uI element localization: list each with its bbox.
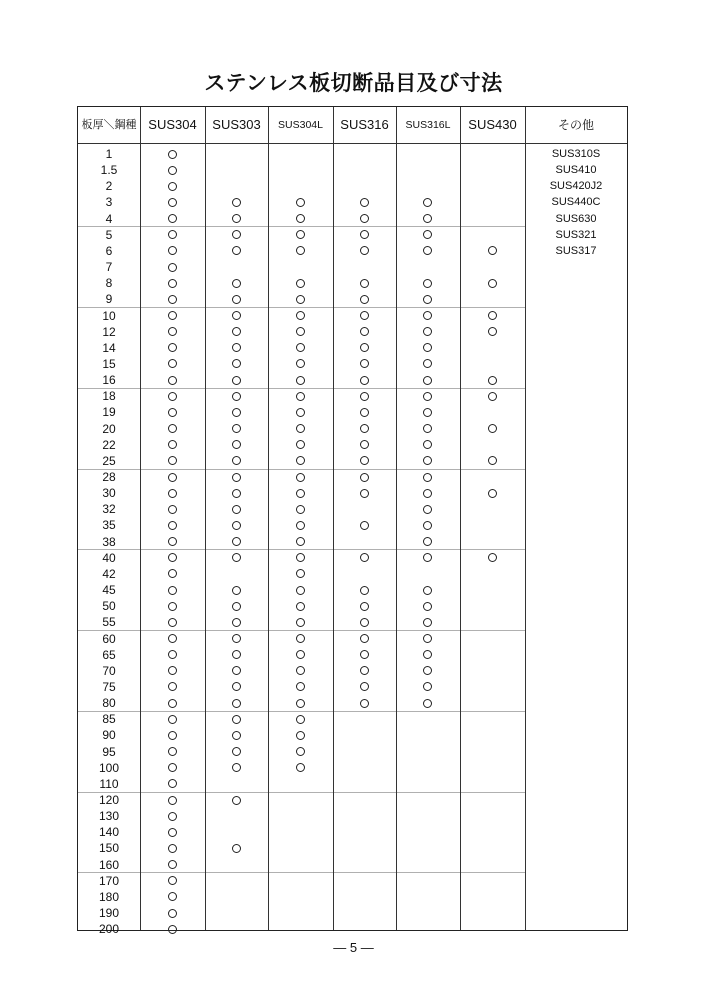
thickness-cell: 28 <box>102 470 116 484</box>
availability-mark <box>296 586 305 595</box>
availability-mark <box>232 731 241 740</box>
availability-mark <box>296 553 305 562</box>
availability-mark <box>232 505 241 514</box>
availability-mark <box>232 359 241 368</box>
thickness-cell: 35 <box>102 518 116 533</box>
availability-mark <box>168 408 177 417</box>
row-group-divider <box>78 872 525 873</box>
availability-mark <box>168 166 177 175</box>
thickness-cell: 32 <box>102 502 116 517</box>
grade-header-sus304: SUS304 <box>148 117 197 132</box>
availability-mark <box>360 359 369 368</box>
availability-mark <box>232 537 241 546</box>
availability-mark <box>232 521 241 530</box>
availability-mark <box>168 376 177 385</box>
availability-mark <box>232 198 241 207</box>
thickness-cell: 200 <box>98 922 120 937</box>
availability-mark <box>296 214 305 223</box>
thickness-cell: 15 <box>102 356 116 371</box>
availability-mark <box>168 424 177 433</box>
availability-mark <box>232 602 241 611</box>
availability-mark <box>168 586 177 595</box>
page-number: — 5 — <box>333 940 374 955</box>
availability-mark <box>488 311 497 320</box>
availability-mark <box>423 424 432 433</box>
availability-mark <box>232 747 241 756</box>
availability-mark <box>168 779 177 788</box>
thickness-cell: 2 <box>105 179 113 194</box>
availability-mark <box>360 699 369 708</box>
thickness-cell: 1.5 <box>100 163 118 178</box>
availability-mark <box>296 763 305 772</box>
availability-mark <box>296 731 305 740</box>
availability-mark <box>423 650 432 659</box>
availability-mark <box>168 602 177 611</box>
availability-mark <box>360 553 369 562</box>
row-group-divider <box>78 469 525 470</box>
header-divider <box>78 143 627 144</box>
availability-mark <box>296 699 305 708</box>
thickness-cell: 19 <box>102 405 116 420</box>
availability-mark <box>296 392 305 401</box>
thickness-cell: 50 <box>102 599 116 614</box>
other-grade-item: SUS420J2 <box>549 180 603 193</box>
availability-mark <box>360 634 369 643</box>
thickness-cell: 100 <box>98 760 120 775</box>
availability-mark <box>168 182 177 191</box>
availability-mark <box>296 537 305 546</box>
availability-mark <box>423 392 432 401</box>
availability-mark <box>423 214 432 223</box>
thickness-cell: 25 <box>102 453 116 468</box>
thickness-cell: 10 <box>102 308 116 323</box>
availability-mark <box>232 715 241 724</box>
availability-mark <box>423 489 432 498</box>
availability-mark <box>232 553 241 562</box>
thickness-cell: 16 <box>102 373 116 388</box>
availability-mark <box>296 505 305 514</box>
availability-mark <box>296 456 305 465</box>
availability-mark <box>232 666 241 675</box>
availability-mark <box>232 279 241 288</box>
availability-mark <box>232 796 241 805</box>
column-divider <box>396 107 397 930</box>
thickness-cell: 95 <box>102 744 116 759</box>
thickness-cell: 18 <box>102 389 116 404</box>
availability-mark <box>423 295 432 304</box>
availability-mark <box>488 489 497 498</box>
availability-mark <box>232 408 241 417</box>
thickness-cell: 70 <box>102 663 116 678</box>
header-other: その他 <box>557 118 594 132</box>
availability-mark <box>168 876 177 885</box>
row-group-divider <box>78 226 525 227</box>
availability-mark <box>168 634 177 643</box>
availability-mark <box>168 553 177 562</box>
availability-mark <box>360 586 369 595</box>
availability-mark <box>296 408 305 417</box>
thickness-cell: 180 <box>98 889 120 904</box>
availability-mark <box>168 473 177 482</box>
thickness-cell: 40 <box>102 550 116 565</box>
thickness-cell: 14 <box>102 340 116 355</box>
availability-mark <box>168 682 177 691</box>
availability-mark <box>360 392 369 401</box>
thickness-cell: 85 <box>102 712 116 727</box>
availability-mark <box>296 682 305 691</box>
thickness-cell: 140 <box>98 825 120 840</box>
grade-thickness-table <box>77 106 628 937</box>
availability-mark <box>232 376 241 385</box>
availability-mark <box>232 295 241 304</box>
availability-mark <box>423 311 432 320</box>
availability-mark <box>232 214 241 223</box>
availability-mark <box>232 763 241 772</box>
availability-mark <box>168 812 177 821</box>
thickness-cell: 160 <box>98 857 120 872</box>
availability-mark <box>296 489 305 498</box>
availability-mark <box>423 343 432 352</box>
availability-mark <box>360 327 369 336</box>
availability-mark <box>168 246 177 255</box>
availability-mark <box>360 666 369 675</box>
availability-mark <box>232 618 241 627</box>
availability-mark <box>488 456 497 465</box>
availability-mark <box>168 311 177 320</box>
row-group-divider <box>78 630 525 631</box>
availability-mark <box>168 214 177 223</box>
availability-mark <box>423 505 432 514</box>
availability-mark <box>168 279 177 288</box>
header-corner: 板厚＼鋼種 <box>81 119 137 131</box>
availability-mark <box>360 602 369 611</box>
availability-mark <box>168 699 177 708</box>
thickness-cell: 1 <box>105 147 113 161</box>
availability-mark <box>360 424 369 433</box>
availability-mark <box>423 456 432 465</box>
thickness-cell: 90 <box>102 728 116 743</box>
availability-mark <box>168 892 177 901</box>
availability-mark <box>296 295 305 304</box>
availability-mark <box>232 699 241 708</box>
availability-mark <box>232 650 241 659</box>
availability-mark <box>423 521 432 530</box>
thickness-cell: 45 <box>102 583 116 598</box>
availability-mark <box>168 521 177 530</box>
availability-mark <box>360 521 369 530</box>
row-group-divider <box>78 307 525 308</box>
row-group-divider <box>78 792 525 793</box>
other-grade-item: SUS440C <box>551 196 601 209</box>
availability-mark <box>360 618 369 627</box>
availability-mark <box>423 682 432 691</box>
availability-mark <box>296 440 305 449</box>
thickness-cell: 190 <box>98 906 120 921</box>
thickness-cell: 60 <box>102 631 116 646</box>
availability-mark <box>423 230 432 239</box>
availability-mark <box>296 715 305 724</box>
availability-mark <box>168 796 177 805</box>
other-grade-item: SUS317 <box>555 244 597 257</box>
availability-mark <box>168 925 177 934</box>
thickness-cell: 3 <box>105 195 113 210</box>
availability-mark <box>488 246 497 255</box>
thickness-cell: 65 <box>102 647 116 662</box>
availability-mark <box>296 569 305 578</box>
availability-mark <box>296 343 305 352</box>
availability-mark <box>168 909 177 918</box>
availability-mark <box>423 586 432 595</box>
availability-mark <box>232 844 241 853</box>
availability-mark <box>168 440 177 449</box>
availability-mark <box>232 489 241 498</box>
thickness-cell: 150 <box>98 841 120 856</box>
availability-mark <box>296 618 305 627</box>
availability-mark <box>232 473 241 482</box>
availability-mark <box>360 214 369 223</box>
availability-mark <box>360 279 369 288</box>
row-group-divider <box>78 388 525 389</box>
thickness-cell: 110 <box>99 776 119 791</box>
availability-mark <box>360 456 369 465</box>
availability-mark <box>296 230 305 239</box>
availability-mark <box>296 650 305 659</box>
row-group-divider <box>78 711 525 712</box>
availability-mark <box>360 246 369 255</box>
availability-mark <box>168 747 177 756</box>
availability-mark <box>360 682 369 691</box>
availability-mark <box>423 279 432 288</box>
availability-mark <box>296 602 305 611</box>
availability-mark <box>360 408 369 417</box>
availability-mark <box>423 618 432 627</box>
availability-mark <box>232 327 241 336</box>
availability-mark <box>423 699 432 708</box>
availability-mark <box>360 295 369 304</box>
thickness-cell: 120 <box>98 793 120 807</box>
thickness-cell: 6 <box>105 243 113 258</box>
availability-mark <box>168 537 177 546</box>
availability-mark <box>360 343 369 352</box>
availability-mark <box>232 440 241 449</box>
availability-mark <box>232 424 241 433</box>
availability-mark <box>296 521 305 530</box>
availability-mark <box>360 311 369 320</box>
availability-mark <box>423 473 432 482</box>
thickness-cell: 55 <box>102 615 116 630</box>
availability-mark <box>360 650 369 659</box>
availability-mark <box>168 150 177 159</box>
availability-mark <box>423 553 432 562</box>
availability-mark <box>360 198 369 207</box>
column-divider <box>140 107 141 930</box>
column-divider <box>460 107 461 930</box>
availability-mark <box>168 327 177 336</box>
thickness-cell: 22 <box>102 437 116 452</box>
availability-mark <box>296 666 305 675</box>
availability-mark <box>488 424 497 433</box>
thickness-cell: 42 <box>102 566 116 581</box>
thickness-cell: 170 <box>98 873 120 888</box>
availability-mark <box>488 376 497 385</box>
grade-header-sus316l: SUS316L <box>405 119 451 131</box>
availability-mark <box>168 489 177 498</box>
availability-mark <box>423 327 432 336</box>
availability-mark <box>360 230 369 239</box>
availability-mark <box>296 359 305 368</box>
availability-mark <box>168 230 177 239</box>
availability-mark <box>168 456 177 465</box>
availability-mark <box>168 359 177 368</box>
availability-mark <box>423 602 432 611</box>
grade-header-sus430: SUS430 <box>468 117 517 132</box>
availability-mark <box>296 634 305 643</box>
thickness-cell: 9 <box>105 292 113 307</box>
thickness-cell: 38 <box>102 534 116 549</box>
availability-mark <box>168 263 177 272</box>
availability-mark <box>168 295 177 304</box>
availability-mark <box>232 343 241 352</box>
row-group-divider <box>78 549 525 550</box>
column-divider <box>268 107 269 930</box>
availability-mark <box>232 392 241 401</box>
availability-mark <box>296 311 305 320</box>
other-grade-item: SUS630 <box>555 212 597 225</box>
availability-mark <box>168 198 177 207</box>
availability-mark <box>296 424 305 433</box>
availability-mark <box>423 408 432 417</box>
column-divider <box>205 107 206 930</box>
availability-mark <box>232 586 241 595</box>
availability-mark <box>296 473 305 482</box>
thickness-cell: 75 <box>102 679 116 694</box>
availability-mark <box>423 359 432 368</box>
availability-mark <box>423 246 432 255</box>
thickness-cell: 12 <box>102 324 116 339</box>
availability-mark <box>360 440 369 449</box>
grade-header-sus303: SUS303 <box>212 117 261 132</box>
thickness-cell: 8 <box>105 276 113 291</box>
thickness-cell: 7 <box>105 260 113 275</box>
availability-mark <box>423 440 432 449</box>
availability-mark <box>232 456 241 465</box>
availability-mark <box>232 246 241 255</box>
availability-mark <box>423 376 432 385</box>
availability-mark <box>168 844 177 853</box>
column-divider <box>525 107 526 930</box>
availability-mark <box>360 376 369 385</box>
availability-mark <box>488 327 497 336</box>
availability-mark <box>423 537 432 546</box>
availability-mark <box>296 376 305 385</box>
availability-mark <box>488 279 497 288</box>
other-grade-item: SUS321 <box>555 228 597 241</box>
availability-mark <box>168 860 177 869</box>
availability-mark <box>296 279 305 288</box>
availability-mark <box>296 747 305 756</box>
availability-mark <box>168 343 177 352</box>
availability-mark <box>168 392 177 401</box>
availability-mark <box>168 731 177 740</box>
availability-mark <box>360 473 369 482</box>
availability-mark <box>168 650 177 659</box>
availability-mark <box>168 828 177 837</box>
availability-mark <box>488 392 497 401</box>
availability-mark <box>168 666 177 675</box>
grade-header-sus316: SUS316 <box>340 117 389 132</box>
thickness-cell: 130 <box>98 809 120 824</box>
other-grade-item: SUS410 <box>555 164 597 177</box>
page-title: ステンレス板切断品目及び寸法 <box>204 71 503 95</box>
availability-mark <box>168 618 177 627</box>
thickness-cell: 80 <box>102 696 116 711</box>
availability-mark <box>168 763 177 772</box>
availability-mark <box>168 505 177 514</box>
availability-mark <box>168 569 177 578</box>
other-grade-item: SUS310S <box>551 148 601 160</box>
thickness-cell: 5 <box>105 227 113 242</box>
availability-mark <box>232 230 241 239</box>
column-divider <box>333 107 334 930</box>
thickness-cell: 20 <box>102 421 116 436</box>
availability-mark <box>296 198 305 207</box>
grade-header-sus304l: SUS304L <box>278 119 323 131</box>
availability-mark <box>360 489 369 498</box>
thickness-cell: 30 <box>102 486 116 501</box>
availability-mark <box>296 246 305 255</box>
availability-mark <box>168 715 177 724</box>
availability-mark <box>232 311 241 320</box>
availability-mark <box>423 666 432 675</box>
availability-mark <box>488 553 497 562</box>
availability-mark <box>423 634 432 643</box>
availability-mark <box>296 327 305 336</box>
thickness-cell: 4 <box>105 211 113 226</box>
availability-mark <box>232 682 241 691</box>
availability-mark <box>423 198 432 207</box>
availability-mark <box>232 634 241 643</box>
